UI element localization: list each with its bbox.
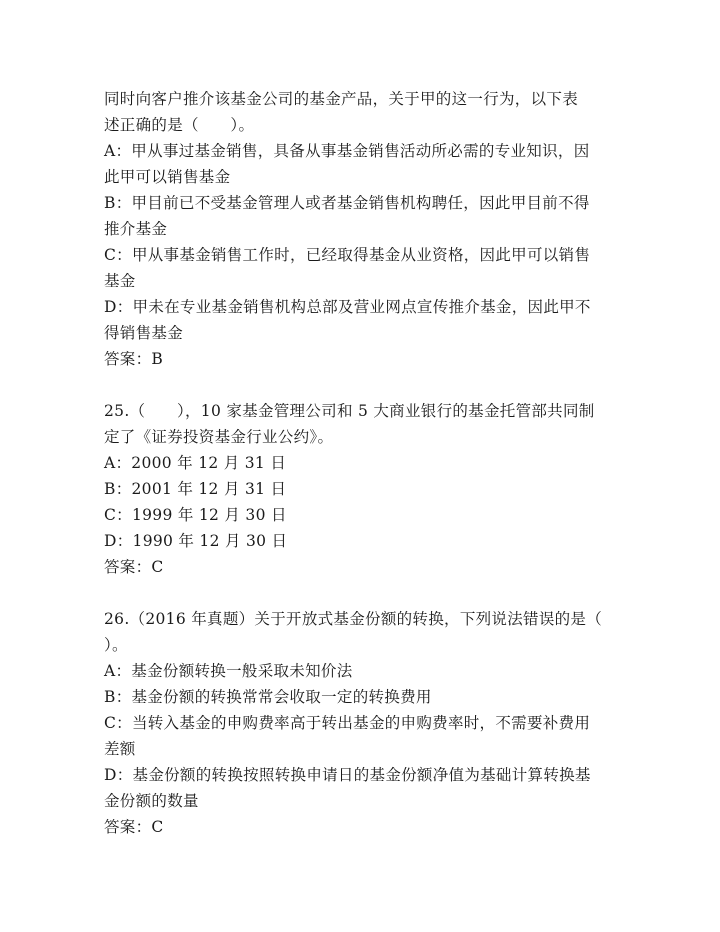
option-line: 此甲可以销售基金 [104, 168, 231, 186]
option-b: B：基金份额的转换常常会收取一定的转换费用 [104, 688, 432, 706]
option-line: 基金 [104, 272, 136, 290]
option-line: D：甲未在专业基金销售机构总部及营业网点宣传推介基金，因此甲不 [104, 298, 591, 316]
option-c: C：1999 年 12 月 30 日 [104, 506, 287, 524]
question-stem-line: 同时向客户推介该基金公司的基金产品，关于甲的这一行为，以下表 [104, 90, 579, 108]
option-line: 金份额的数量 [104, 792, 199, 810]
answer-line: 答案：C [104, 558, 164, 576]
spacer [104, 580, 624, 606]
option-b: B：2001 年 12 月 31 日 [104, 480, 287, 498]
option-b [104, 190, 624, 242]
question-24-continued [104, 86, 624, 372]
option-a [104, 138, 624, 190]
option-a: A：基金份额转换一般采取未知价法 [104, 662, 353, 680]
option-line: C：当转入基金的申购费率高于转出基金的申购费率时，不需要补费用 [104, 714, 591, 732]
option-line: 推介基金 [104, 220, 168, 238]
option-d [104, 762, 624, 814]
option-d: D：1990 年 12 月 30 日 [104, 532, 288, 550]
question-stem-line: 定了《证券投资基金行业公约》。 [104, 428, 334, 446]
answer-line: 答案：B [104, 350, 164, 368]
option-a: A：2000 年 12 月 31 日 [104, 454, 287, 472]
option-line: 差额 [104, 740, 136, 758]
option-d [104, 294, 624, 346]
option-line: B：甲目前已不受基金管理人或者基金销售机构聘任，因此甲目前不得 [104, 194, 590, 212]
question-25 [104, 398, 624, 580]
option-line: 得销售基金 [104, 324, 184, 342]
document-page [104, 86, 624, 840]
question-stem-line: ）。 [104, 636, 128, 654]
question-stem-line: 25.（ ），10 家基金管理公司和 5 大商业银行的基金托管部共同制 [104, 402, 595, 420]
spacer [104, 372, 624, 398]
question-26 [104, 606, 624, 840]
option-line: D：基金份额的转换按照转换申请日的基金份额净值为基础计算转换基 [104, 766, 591, 784]
option-c [104, 710, 624, 762]
answer-line: 答案：C [104, 818, 164, 836]
option-c [104, 242, 624, 294]
option-line: C：甲从事基金销售工作时，已经取得基金从业资格，因此甲可以销售 [104, 246, 591, 264]
option-line: A：甲从事过基金销售，具备从事基金销售活动所必需的专业知识，因 [104, 142, 590, 160]
question-stem-line: 述正确的是（ ）。 [104, 116, 255, 134]
question-stem-line: 26.（2016 年真题）关于开放式基金份额的转换，下列说法错误的是（ [104, 610, 603, 628]
